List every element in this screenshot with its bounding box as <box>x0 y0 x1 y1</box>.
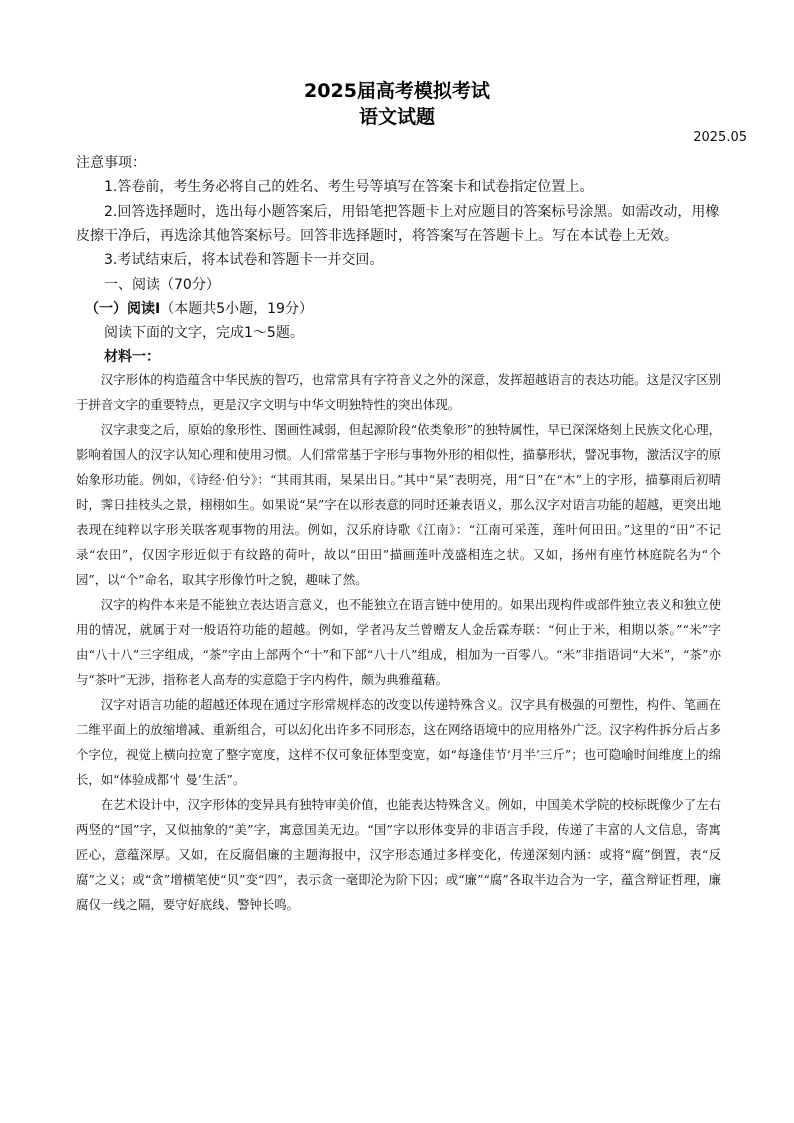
notice-item-2-cont: 皮擦干净后，再选涂其他答案标号。回答非选择题时，将答案写在答题卡上。写在本试卷上无效。 <box>76 228 678 244</box>
section-title: 一、阅读（70分） <box>104 277 220 293</box>
paragraph: 在艺术设计中，汉字形体的变异具有独特审美价值，也能表达特殊含义。例如，中国美术学院的校标既像少了左右两竖的“国”字，又似抽象的“美”字，寓意国美无边。“国”字以形体变异的非语言手段，传递了丰富的人文信息，寄寓匠心，意蕴深厚。又如，在反腐倡廉的主题海报中，汉字形态通过多样变化，传递深刻内涵：或将“腐”倒置，表“反腐”之义；或“贪”增横笔使“贝”变“四”，表示贪一毫即沦为阶下囚；或“廉”“腐”各取半边合为一字，蕴含辩证哲理，廉腐仅一线之隔，要守好底线、警钟长鸣。 <box>76 797 721 912</box>
sub-section-title: （一）阅读Ⅰ <box>85 301 161 317</box>
material-label: 材料一： <box>104 349 160 365</box>
notice-item-2: 2.回答选择题时，选出每小题答案后，用铅笔把答题卡上对应题目的答案标号涂黑。如需改动，用橡 <box>104 204 720 220</box>
paragraph: 汉字隶变之后，原始的象形性、图画性减弱，但起源阶段“依类象形”的独特属性，早已深深烙刻上民族文化心理，影响着国人的汉字认知心理和使用习惯。人们常常基于字形与事物外形的相似性，描摹形状，譬况事物，激活汉字的原始象形功能。例如，《诗经·伯兮》：“其雨其雨，杲杲出日。”其中“杲”表明亮，用“日”在“木”上的字形，描摹雨后初晴时，霁日挂枝头之景，栩栩如生。如果说“杲”字在以形表意的同时还兼表语义，那么汉字对语言功能的超越，更突出地表现在纯粹以字形关联客观事物的用法。例如，汉乐府诗歌《江南》：“江南可采莲，莲叶何田田。”这里的“田”不记录“农田”，仅因字形近似于有纹路的荷叶，故以“田田”描画莲叶茂盛相连之状。又如，扬州有座竹林庭院名为“个园”，以“个”命名，取其字形像竹叶之貌，趣味了然。 <box>76 422 721 587</box>
reading-instruction: 阅读下面的文字，完成1～5题。 <box>104 325 304 341</box>
exam-date: 2025.05 <box>693 130 747 145</box>
notice-item-1: 1.答卷前，考生务必将自己的姓名、考生号等填写在答案卡和试卷指定位置上。 <box>104 179 594 195</box>
paragraph: 汉字的构件本来是不能独立表达语言意义，也不能独立在语言链中使用的。如果出现构件或部件独立表义和独立使用的情况，就属于对一般语符功能的超越。例如，学者冯友兰曾赠友人金岳霖寿联：“何止于米，相期以茶。”“米”字由“八十八”三字组成，“茶”字由上部两个“十”和下部“八十八”组成，相加为一百零八。“米”非指语词“大米”，“茶”亦与“茶叶”无涉，指称老人高寿的实意隐于字内构件，颇为典雅蕴藉。 <box>76 597 721 687</box>
paragraph: 汉字对语言功能的超越还体现在通过字形常规样态的改变以传递特殊含义。汉字具有极强的可塑性，构件、笔画在二维平面上的放缩增减、重新组合，可以幻化出许多不同形态，这在网络语境中的应用格外广泛。汉字构件拆分后占多个字位，视觉上横向拉宽了整字宽度，这样不仅可象征体型变宽，如“每逢佳节‘月半’三斤”；也可隐喻时间维度上的绵长，如“体验成都‘忄曼’生活”。 <box>76 697 721 787</box>
paragraph: 汉字形体的构造蕴含中华民族的智巧，也常常具有字符音义之外的深意，发挥超越语言的表达功能。这是汉字区别于拼音文字的重要特点，更是汉字文明与中华文明独特性的突出体现。 <box>76 372 721 412</box>
sub-section-heading <box>85 299 730 319</box>
exam-title: 2025届高考模拟考试 <box>304 80 490 102</box>
exam-subject-title: 语文试题 <box>358 106 435 128</box>
notice-item-3: 3.考试结束后，将本试卷和答题卡一并交回。 <box>104 252 384 268</box>
material-text <box>76 367 721 917</box>
sub-section-note: （本题共5小题，19分） <box>160 301 313 317</box>
notice-heading: 注意事项： <box>76 155 146 171</box>
